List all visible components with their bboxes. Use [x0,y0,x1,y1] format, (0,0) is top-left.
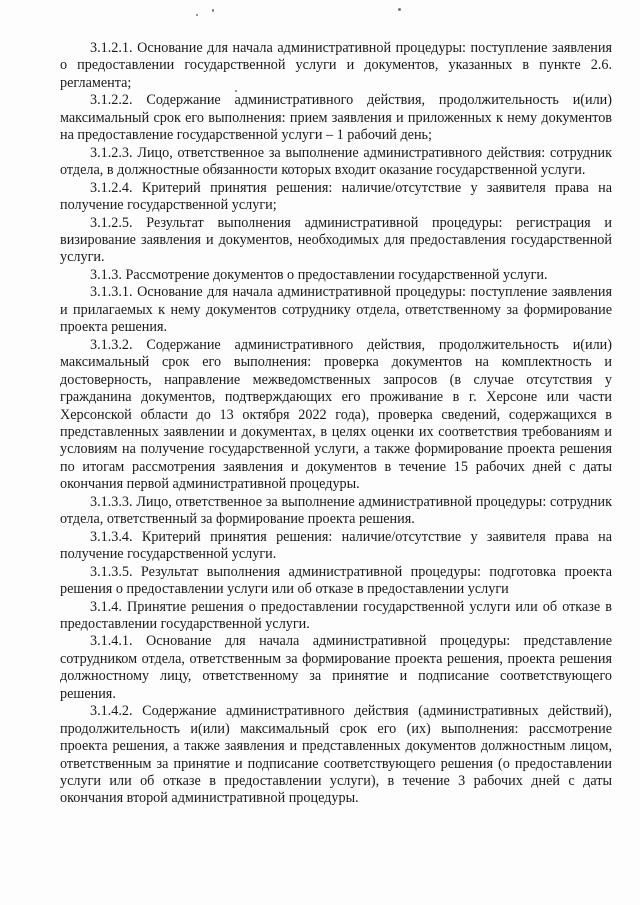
paragraph-3-1-3-1: 3.1.3.1. Основание для начала административной процедуры: поступление заявления и прилагаемых к нему документов сотруднику отдела, ответственному за формирование проекта решения. [60,284,612,336]
paragraph-3-1-3-2: 3.1.3.2. Содержание административного действия, продолжительность и(или) максимальный срок его выполнения: проверка документов на комплектность и достоверность, направление межведомственных запросов (в случае отсутствия у гражданина документов, подтверждающих его проживание в г. Херсоне или части Херсонской области до 13 октября 2022 года), проверка сведений, содержащихся в представленных заявлении и документах, в целях оценки их соответствия требованиям и условиям на получение государственной услуги, а также формирование проекта решения по итогам рассмотрения заявления и документов в течение 15 рабочих дней с даты окончания первой административной процедуры. [60,336,612,493]
document-body [60,40,612,808]
paragraph-3-1-3-3: 3.1.3.3. Лицо, ответственное за выполнение административной процедуры: сотрудник отдела, ответственный за формирование проекта решения. [60,493,612,528]
paragraph-3-1-4-1: 3.1.4.1. Основание для начала административной процедуры: представление сотрудником отдела, ответственным за формирование проекта решения, проекта решения должностному лицу, ответственному за принятие и подписание соответствующего решения. [60,633,612,702]
paragraph-3-1-3: 3.1.3. Рассмотрение документов о предоставлении государственной услуги. [90,266,548,283]
scan-speck [212,9,214,12]
paragraph-3-1-2-1: 3.1.2.1. Основание для начала административной процедуры: поступление заявления о предоставлении государственной услуги и документов, указанных в пункте 2.6. регламента; [60,40,612,91]
paragraph-3-1-2-5: 3.1.2.5. Результат выполнения административной процедуры: регистрация и визирование заявления и документов, необходимых для предоставления государственной услуги. [60,214,612,266]
paragraph-3-1-4: 3.1.4. Принятие решения о предоставлении государственной услуги или об отказе в предоставлении государственной услуги. [60,598,612,632]
paragraph-3-1-3-4: 3.1.3.4. Критерий принятия решения: наличие/отсутствие у заявителя права на получение государственной услуги. [60,528,612,563]
paragraph-3-1-2-4: 3.1.2.4. Критерий принятия решения: наличие/отсутствие у заявителя права на получение государственной услуги; [60,179,612,214]
scan-speck [196,14,198,16]
paragraph-3-1-4-2: 3.1.4.2. Содержание административного действия (административных действий), продолжительность и(или) максимальный срок его (их) выполнения: рассмотрение проекта решения, а также заявления и представленных документов должностным лицом, ответственным за принятие и подписание соответствующего решения (о предоставлении услуги или об отказе в предоставлении услуги), в течение 3 рабочих дней с даты окончания второй административной процедуры. [60,703,612,807]
scan-speck [398,8,401,11]
paragraph-3-1-2-2: 3.1.2.2. Содержание административного действия, продолжительность и(или) максимальный срок его выполнения: прием заявления и приложенных к нему документов на предоставление государственной услуги – 1 рабочий день; [60,92,612,144]
paragraph-3-1-2-3: 3.1.2.3. Лицо, ответственное за выполнение административного действия: сотрудник отдела, в должностные обязанности которых входит оказание государственной услуги. [60,144,612,179]
paragraph-3-1-3-5: 3.1.3.5. Результат выполнения административной процедуры: подготовка проекта решения о предоставлении услуги или об отказе в предоставлении услуги [60,563,612,598]
